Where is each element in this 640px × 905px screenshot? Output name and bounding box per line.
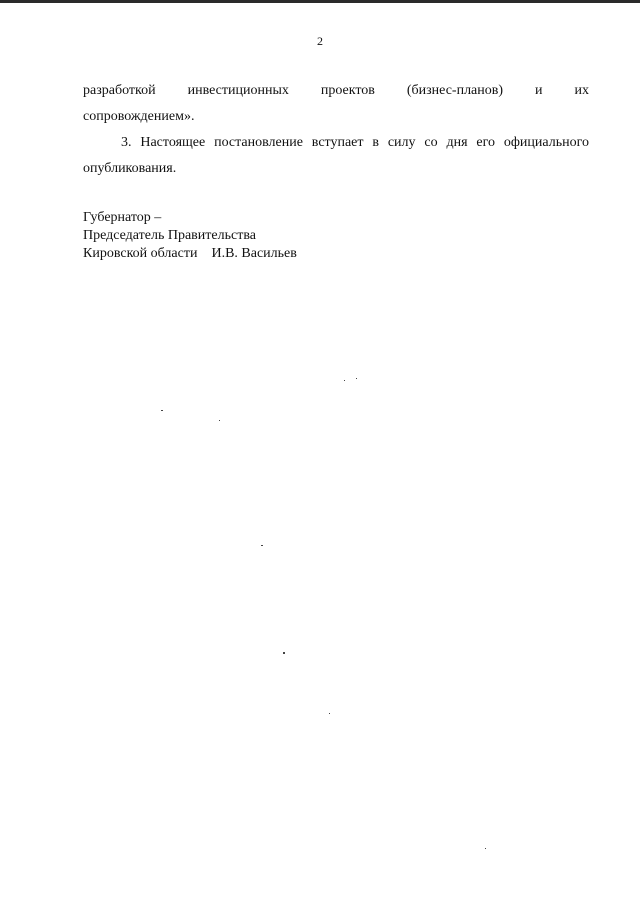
top-scan-border [0, 0, 640, 3]
paragraph-first-line [83, 78, 589, 104]
scan-speck [485, 848, 486, 849]
scan-speck [161, 410, 163, 411]
signature-region: Кировской области [83, 246, 198, 261]
paragraph-clause-3: 3. Настоящее постановление вступает в силу со дня его официального опубликования. [83, 135, 589, 176]
paragraph-continuation [83, 78, 589, 130]
scan-speck [283, 652, 285, 654]
scan-speck [329, 713, 330, 714]
scan-speck [261, 545, 263, 546]
paragraph-last-line: сопровождением». [83, 109, 195, 124]
scan-speck [356, 378, 357, 379]
scan-speck [344, 380, 345, 381]
scan-speck [219, 420, 220, 421]
signatory-name: И.В. Васильев [211, 246, 297, 261]
word: проектов [320, 83, 375, 98]
page-number: 2 [317, 34, 323, 48]
signature-title-line1: Губернатор – [83, 210, 162, 225]
word: инвестиционных [187, 83, 289, 98]
document-body [83, 78, 589, 182]
word: разработкой [83, 83, 156, 98]
signature-block [83, 209, 297, 263]
signature-title-line2: Председатель Правительства [83, 228, 256, 243]
word: и [535, 83, 543, 98]
word: (бизнес-планов) [406, 83, 504, 98]
signature-title-line3 [83, 245, 297, 263]
word: их [574, 83, 589, 98]
